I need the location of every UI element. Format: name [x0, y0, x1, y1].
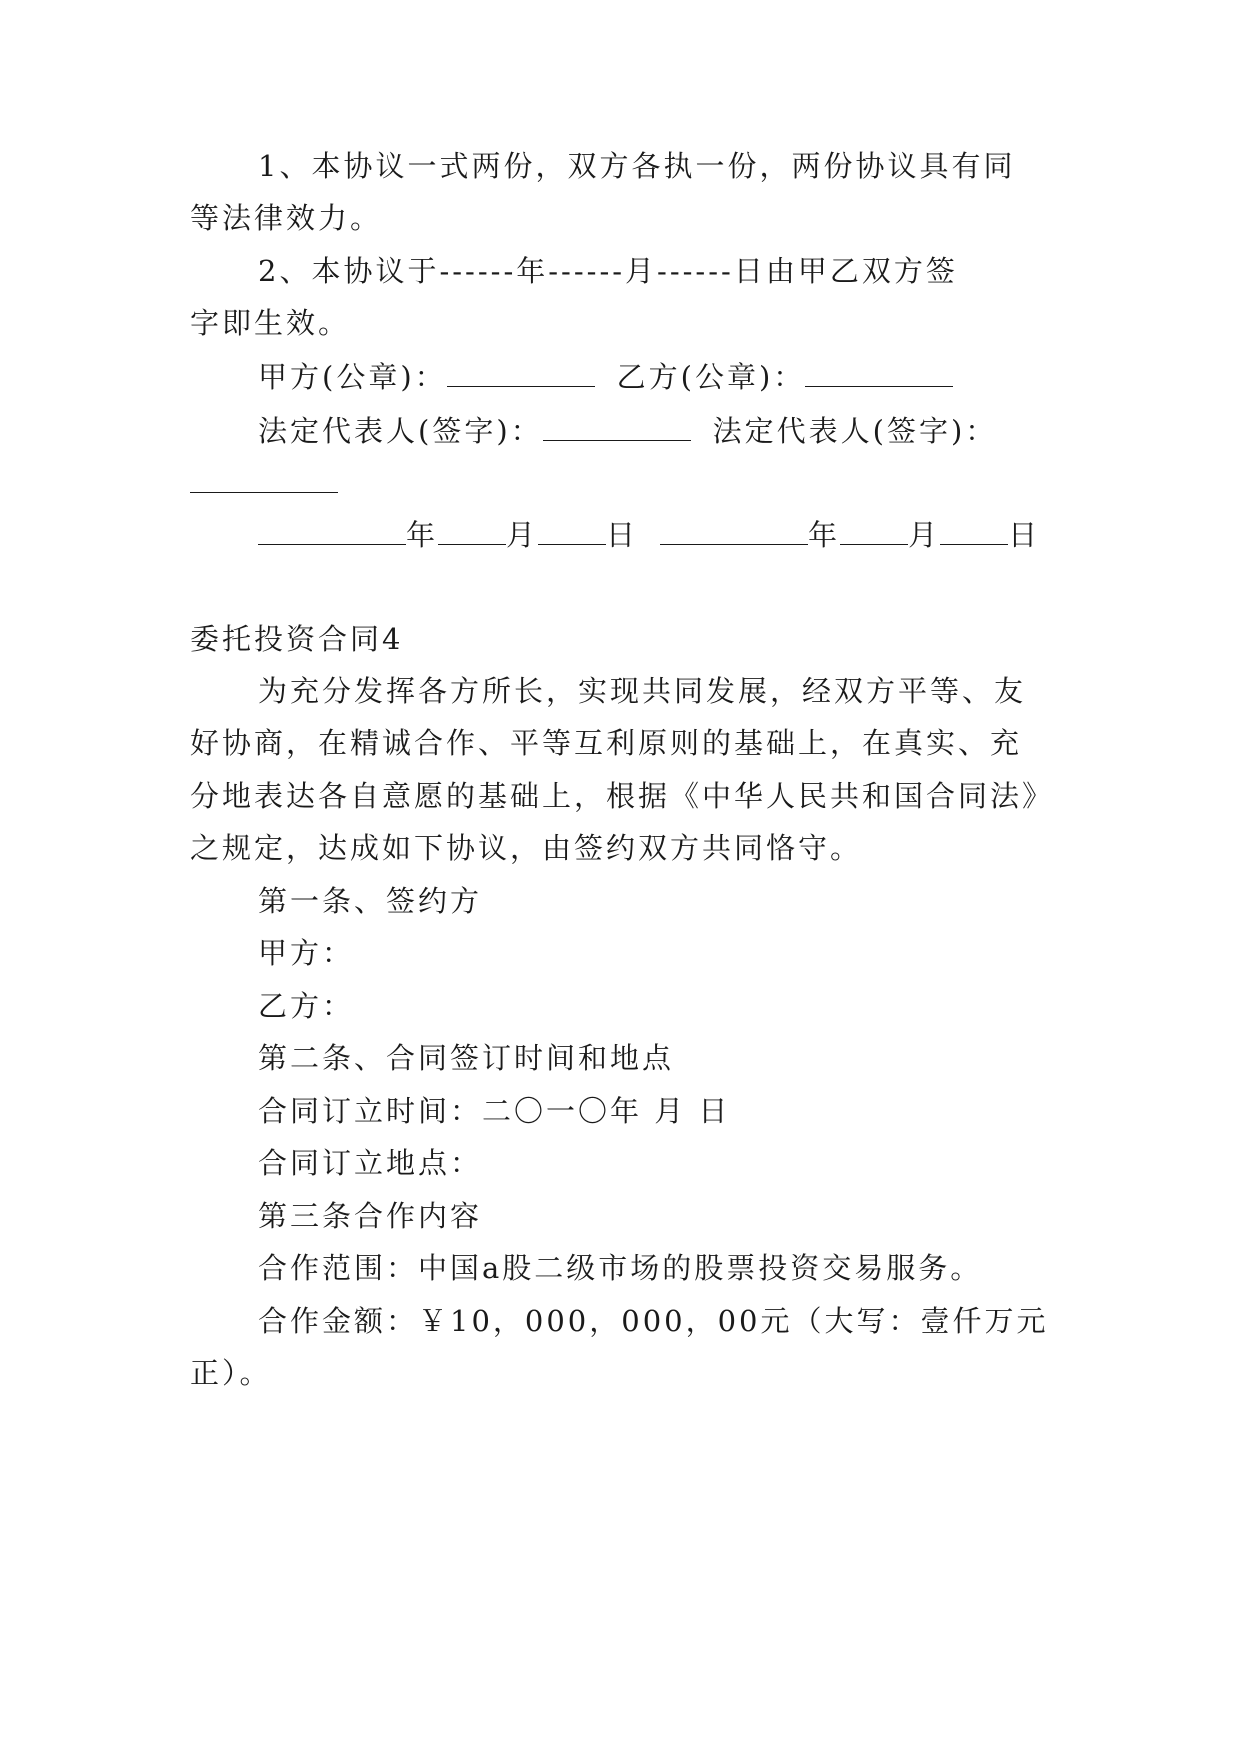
rep-b-blank [190, 462, 338, 493]
clause-2-line-1: 2、本协议于------年------月------日由甲乙双方签 [258, 254, 958, 288]
date-b-day-blank [940, 514, 1008, 545]
rep-b-blank-row [190, 462, 338, 503]
date-b-month-blank [840, 514, 908, 545]
date-a-day-blank [538, 514, 606, 545]
date-a-day-label: 日 [606, 518, 639, 552]
sign-place-line: 合同订立地点： [258, 1146, 483, 1180]
article-3-heading: 第三条合作内容 [258, 1199, 483, 1233]
intro-line-2: 好协商，在精诚合作、平等互利原则的基础上，在真实、充 [190, 726, 1023, 760]
scope-line: 合作范围：中国a股二级市场的股票投资交易服务。 [258, 1251, 983, 1285]
representative-row [258, 410, 997, 451]
party-b-seal-label: 乙方(公章)： [616, 360, 806, 394]
sign-time-line: 合同订立时间：二〇一〇年 月 日 [258, 1094, 731, 1128]
clause-2-line-2: 字即生效。 [190, 306, 351, 340]
date-a-year-label: 年 [406, 518, 439, 552]
intro-line-3: 分地表达各自意愿的基础上，根据《中华人民共和国合同法》 [190, 779, 1055, 813]
seal-row [258, 356, 953, 397]
intro-line-1: 为充分发挥各方所长，实现共同发展，经双方平等、友 [258, 674, 1027, 708]
clause-1-line-2: 等法律效力。 [190, 201, 383, 235]
date-a-month-blank [438, 514, 506, 545]
intro-line-4: 之规定，达成如下协议，由签约双方共同恪守。 [190, 831, 863, 865]
date-b-year-blank [660, 514, 808, 545]
contract-title: 委托投资合同4 [190, 622, 404, 656]
date-a-year-blank [258, 514, 406, 545]
amount-line-1: 合作金额：￥10，000，000，00元（大写：壹仟万元 [258, 1304, 1049, 1338]
amount-line-2: 正）。 [190, 1356, 272, 1390]
party-a-seal-blank [447, 356, 595, 387]
date-row [258, 514, 1040, 555]
date-b-day-label: 日 [1008, 518, 1041, 552]
rep-a-blank [543, 410, 691, 441]
date-a-month-label: 月 [506, 518, 539, 552]
clause-1-line-1: 1、本协议一式两份，双方各执一份，两份协议具有同 [258, 149, 1016, 183]
party-a-line: 甲方： [258, 936, 355, 970]
party-b-seal-blank [805, 356, 953, 387]
rep-a-label: 法定代表人(签字)： [258, 414, 543, 448]
date-b-month-label: 月 [908, 518, 941, 552]
article-1-heading: 第一条、签约方 [258, 884, 483, 918]
date-b-year-label: 年 [808, 518, 841, 552]
article-2-heading: 第二条、合同签订时间和地点 [258, 1041, 675, 1075]
party-b-line: 乙方： [258, 989, 355, 1023]
party-a-seal-label: 甲方(公章)： [258, 360, 447, 394]
rep-b-label: 法定代表人(签字)： [712, 414, 998, 448]
